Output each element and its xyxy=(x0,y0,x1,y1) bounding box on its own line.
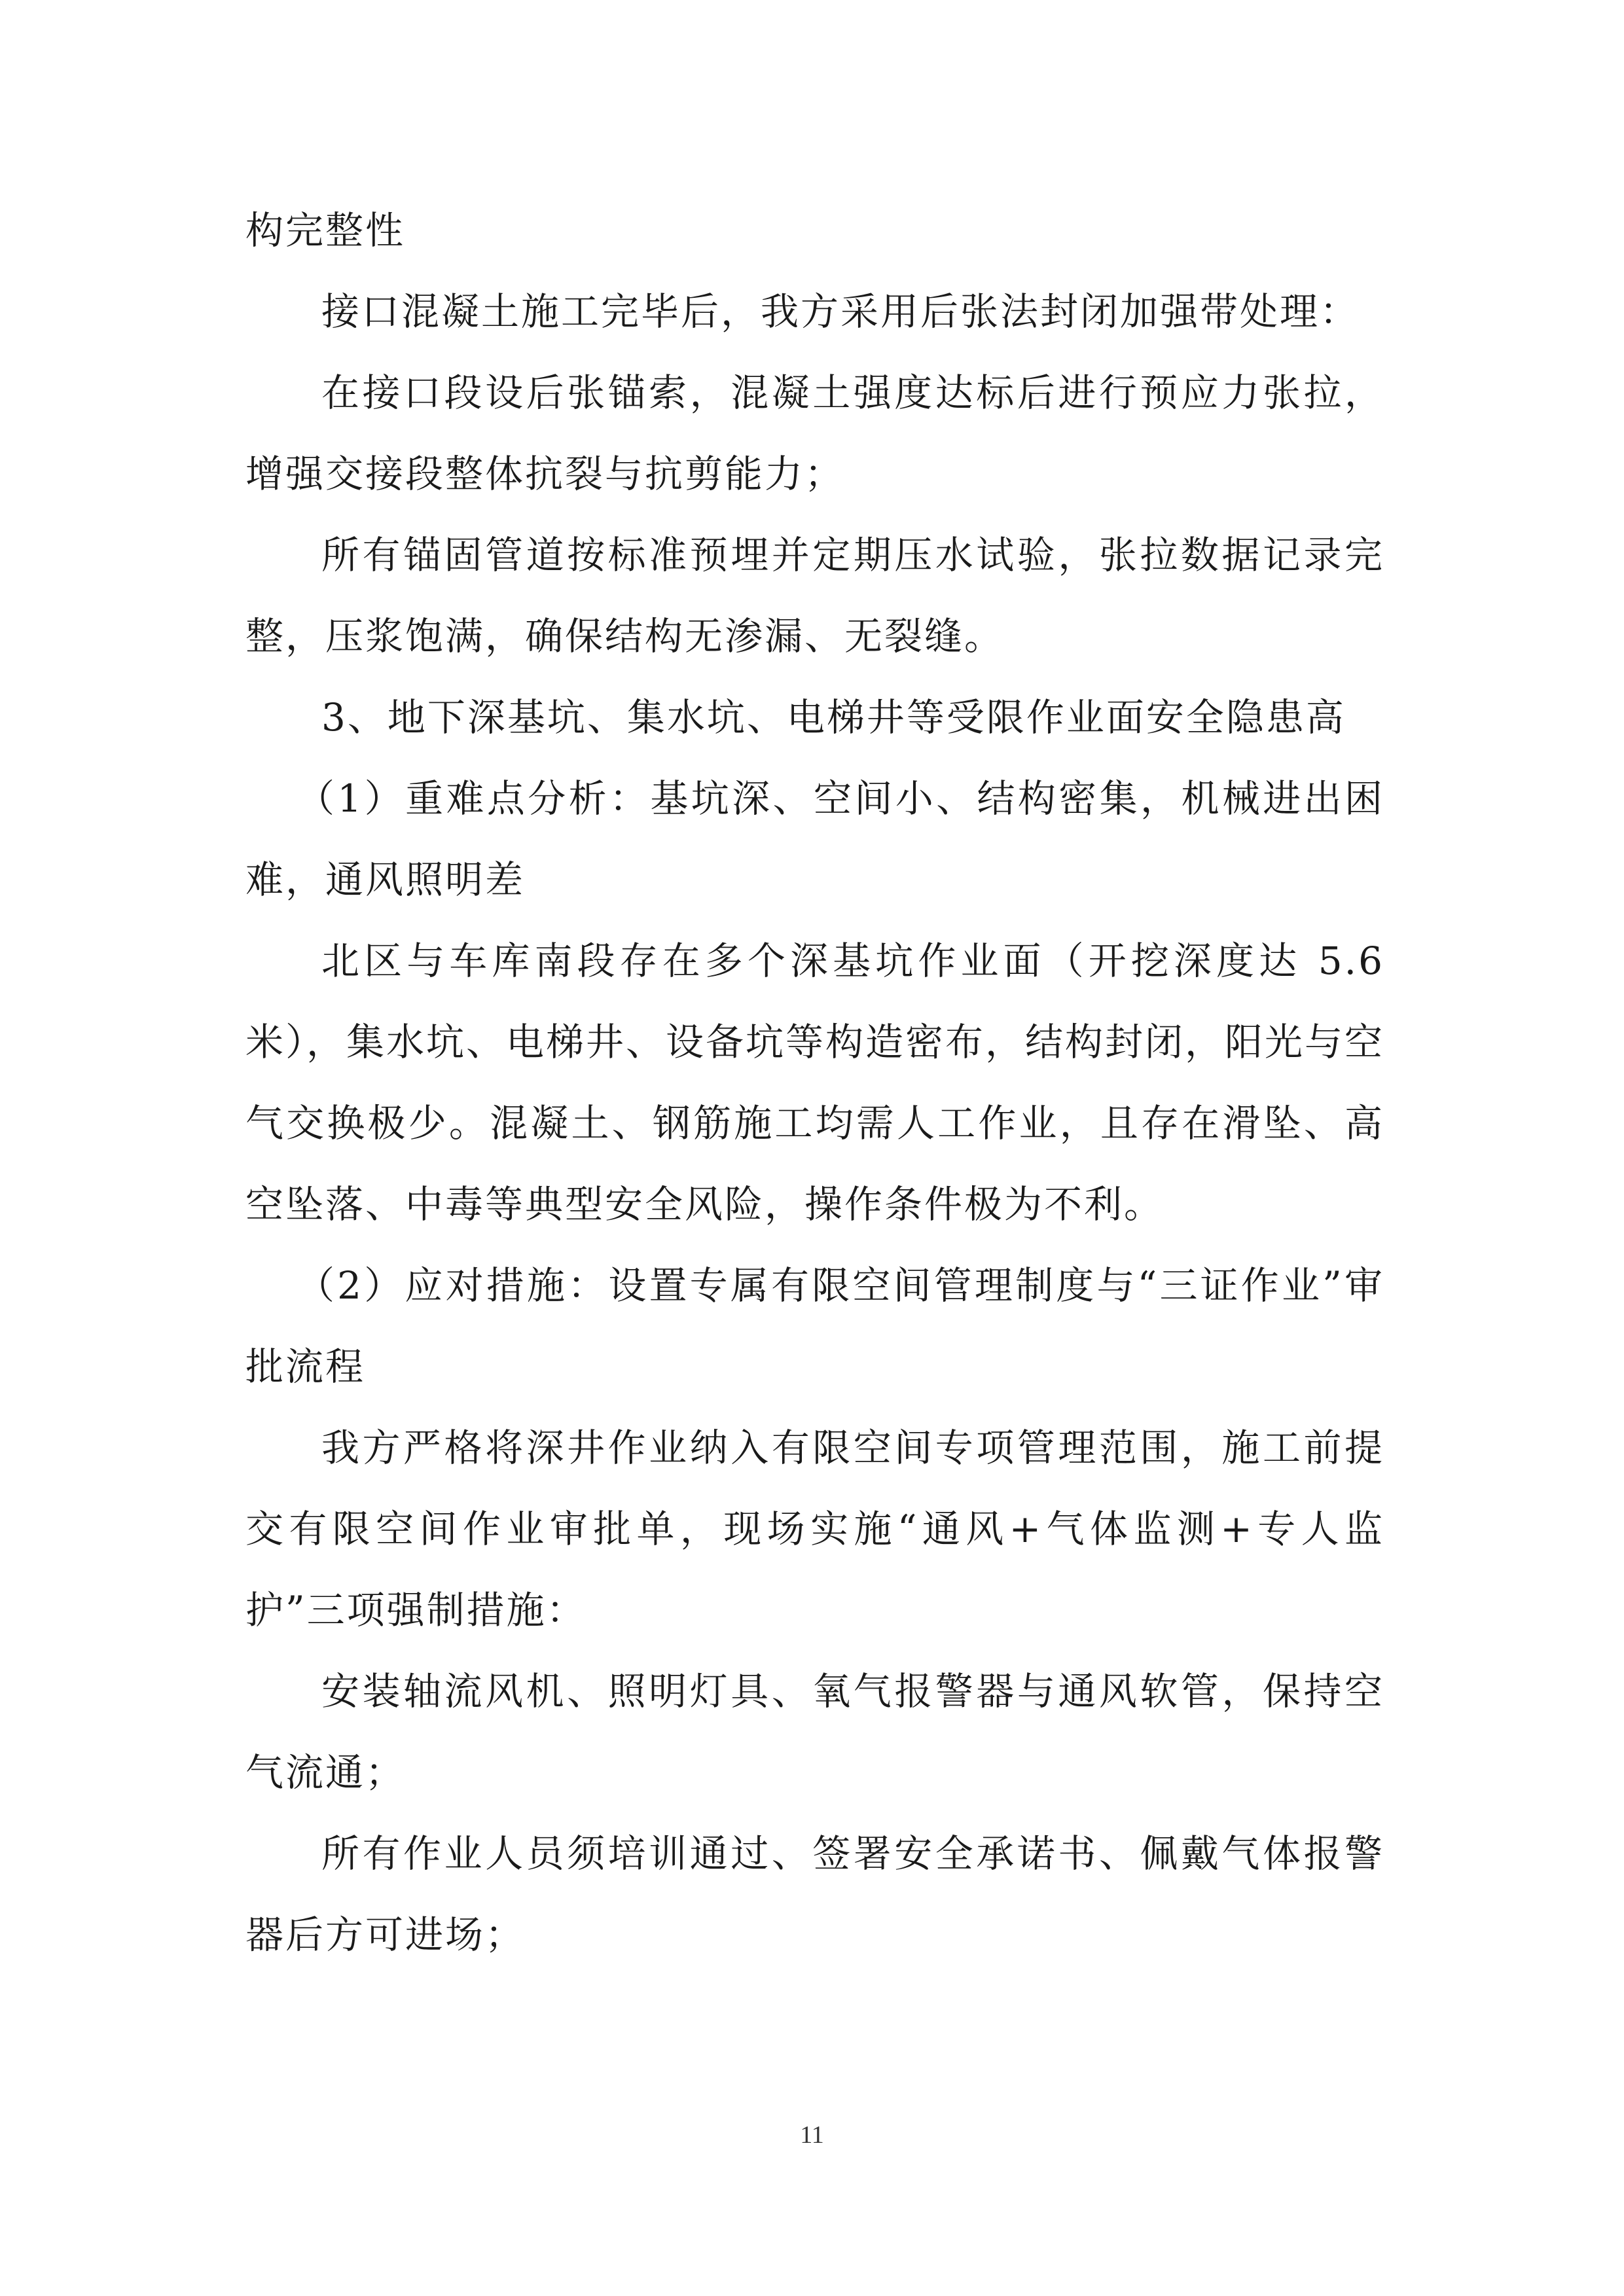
paragraph-anchor-ducts: 所有锚固管道按标准预埋并定期压水试验，张拉数据记录完整，压浆饱满，确保结构无渗漏、无裂缝。 xyxy=(245,533,1384,658)
paragraph-anchor-cables: 在接口段设后张锚索，混凝土强度达标后进行预应力张拉，增强交接段整体抗裂与抗剪能力； xyxy=(245,370,1384,496)
subheading-countermeasures: （2）应对措施：设置专属有限空间管理制度与“三证作业”审批流程 xyxy=(245,1263,1384,1389)
page-number: 11 xyxy=(800,2121,824,2149)
paragraph-deep-pit-description: 北区与车库南段存在多个深基坑作业面（开挖深度达 5.6 米），集水坑、电梯井、设备坑等构造密布，结构封闭，阳光与空气交换极少。混凝土、钢筋施工均需人工作业，且存在滑坠、高空坠落、中毒等典型安全风险，操作条件极为不利。 xyxy=(245,939,1385,1227)
paragraph-personnel-requirements: 所有作业人员须培训通过、签署安全承诺书、佩戴气体报警器后方可进场； xyxy=(245,1831,1384,1957)
document-body xyxy=(245,190,1384,1975)
paragraph-confined-space-management: 我方严格将深井作业纳入有限空间专项管理范围，施工前提交有限空间作业审批单，现场实施“通风+气体监测+专人监护”三项强制措施： xyxy=(245,1426,1384,1632)
paragraph-post-tensioning-intro: 接口混凝土施工完毕后，我方采用后张法封闭加强带处理： xyxy=(321,289,1360,334)
subheading-difficulty-analysis: （1）重难点分析：基坑深、空间小、结构密集，机械进出困难，通风照明差 xyxy=(245,776,1384,902)
section-heading-3: 3、地下深基坑、集水坑、电梯井等受限作业面安全隐患高 xyxy=(321,695,1346,740)
paragraph-continuation: 构完整性 xyxy=(245,208,406,253)
paragraph-ventilation-equipment: 安装轴流风机、照明灯具、氧气报警器与通风软管，保持空气流通； xyxy=(245,1669,1384,1795)
